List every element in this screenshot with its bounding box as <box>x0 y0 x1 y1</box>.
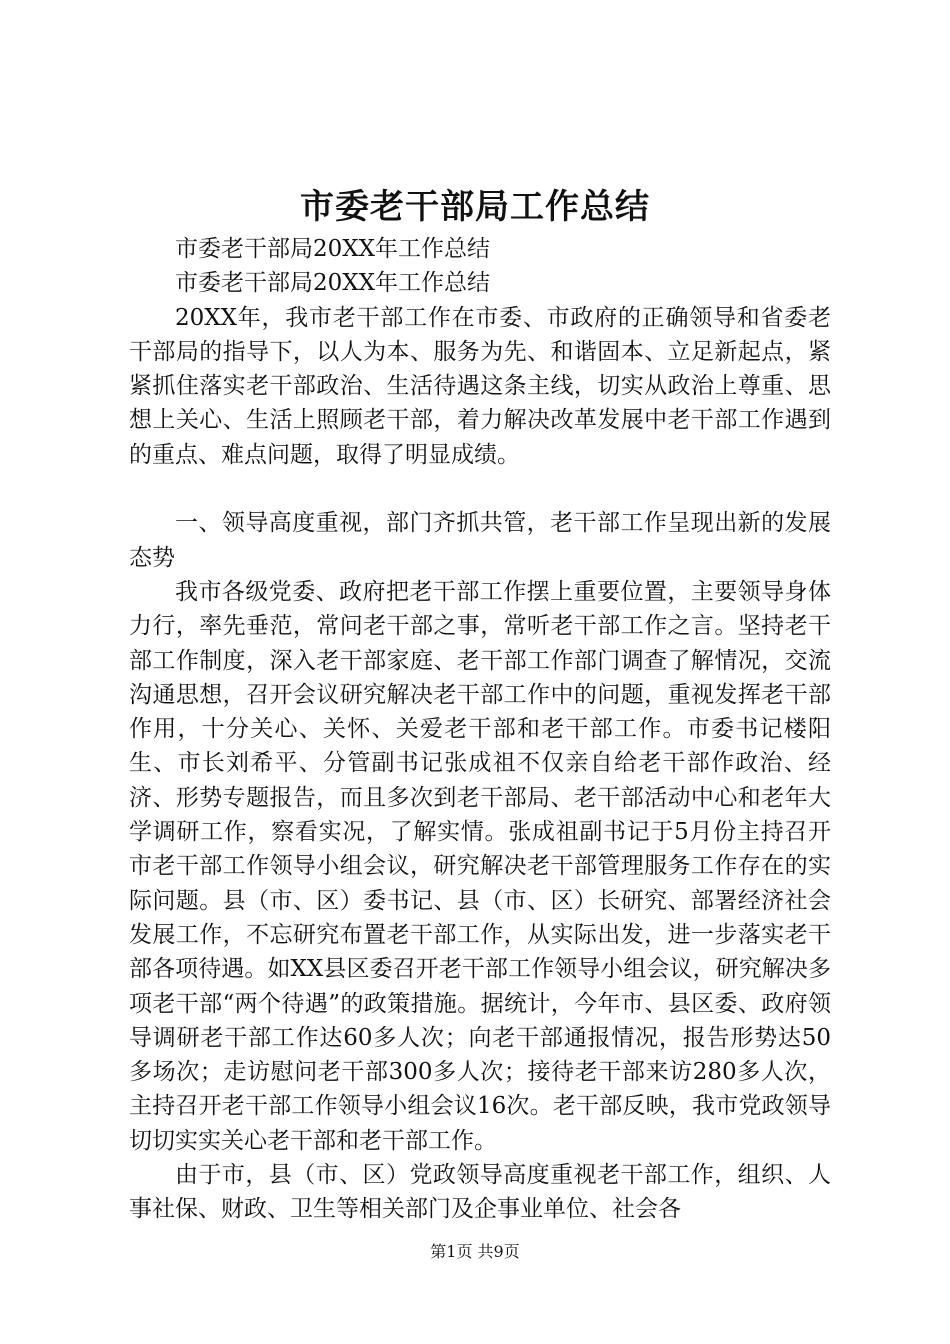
paragraph-spacer <box>129 472 831 506</box>
subtitle-line: 市委老干部局20XX年工作总结 <box>175 270 491 297</box>
document-body <box>129 232 831 1227</box>
section-heading: 一、领导高度重视，部门齐抓共管，老干部工作呈现出新的发展态势 <box>129 510 831 571</box>
body-paragraph: 由于市，县（市、区）党政领导高度重视老干部工作，组织、人事社保、财政、卫生等相关部门及企事业单位、社会各 <box>129 1162 831 1223</box>
body-paragraph: 我市各级党委、政府把老干部工作摆上重要位置，主要领导身体力行，率先垂范，常问老干部之事，常听老干部工作之言。坚持老干部工作制度，深入老干部家庭、老干部工作部门调查了解情况，交流沟通思想，召开会议研究解决老干部工作中的问题，重视发挥老干部作用，十分关心、关怀、关爱老干部和老干部工作。市委书记楼阳生、市长刘希平、分管副书记张成祖不仅亲自给老干部作政治、经济、形势专题报告，而且多次到老干部局、老干部活动中心和老年大学调研工作，察看实况，了解实情。张成祖副书记于5月份主持召开市老干部工作领导小组会议，研究解决老干部管理服务工作存在的实际问题。县（市、区）委书记、县（市、区）长研究、部署经济社会发展工作，不忘研究布置老干部工作，从实际出发，进一步落实老干部各项待遇。如XX县区委召开老干部工作领导小组会议，研究解决多项老干部“两个待遇”的政策措施。据统计，今年市、县区委、政府领导调研老干部工作达60多人次；向老干部通报情况，报告形势达50多场次；走访慰问老干部300多人次；接待老干部来访280多人次，主持召开老干部工作领导小组会议16次。老干部反映，我市党政领导切切实实关心老干部和老干部工作。 <box>129 578 831 1154</box>
page-footer: 第1页 共9页 <box>430 1242 520 1261</box>
intro-paragraph: 20XX年，我市老干部工作在市委、市政府的正确领导和省委老干部局的指导下，以人为本、服务为先、和谐固本、立足新起点，紧紧抓住落实老干部政治、生活待遇这条主线，切实从政治上尊重、思想上关心、生活上照顾老干部，着力解决改革发展中老干部工作遇到的重点、难点问题，取得了明显成绩。 <box>129 304 831 468</box>
document-title: 市委老干部局工作总结 <box>300 187 650 227</box>
subtitle-line: 市委老干部局20XX年工作总结 <box>175 236 491 262</box>
